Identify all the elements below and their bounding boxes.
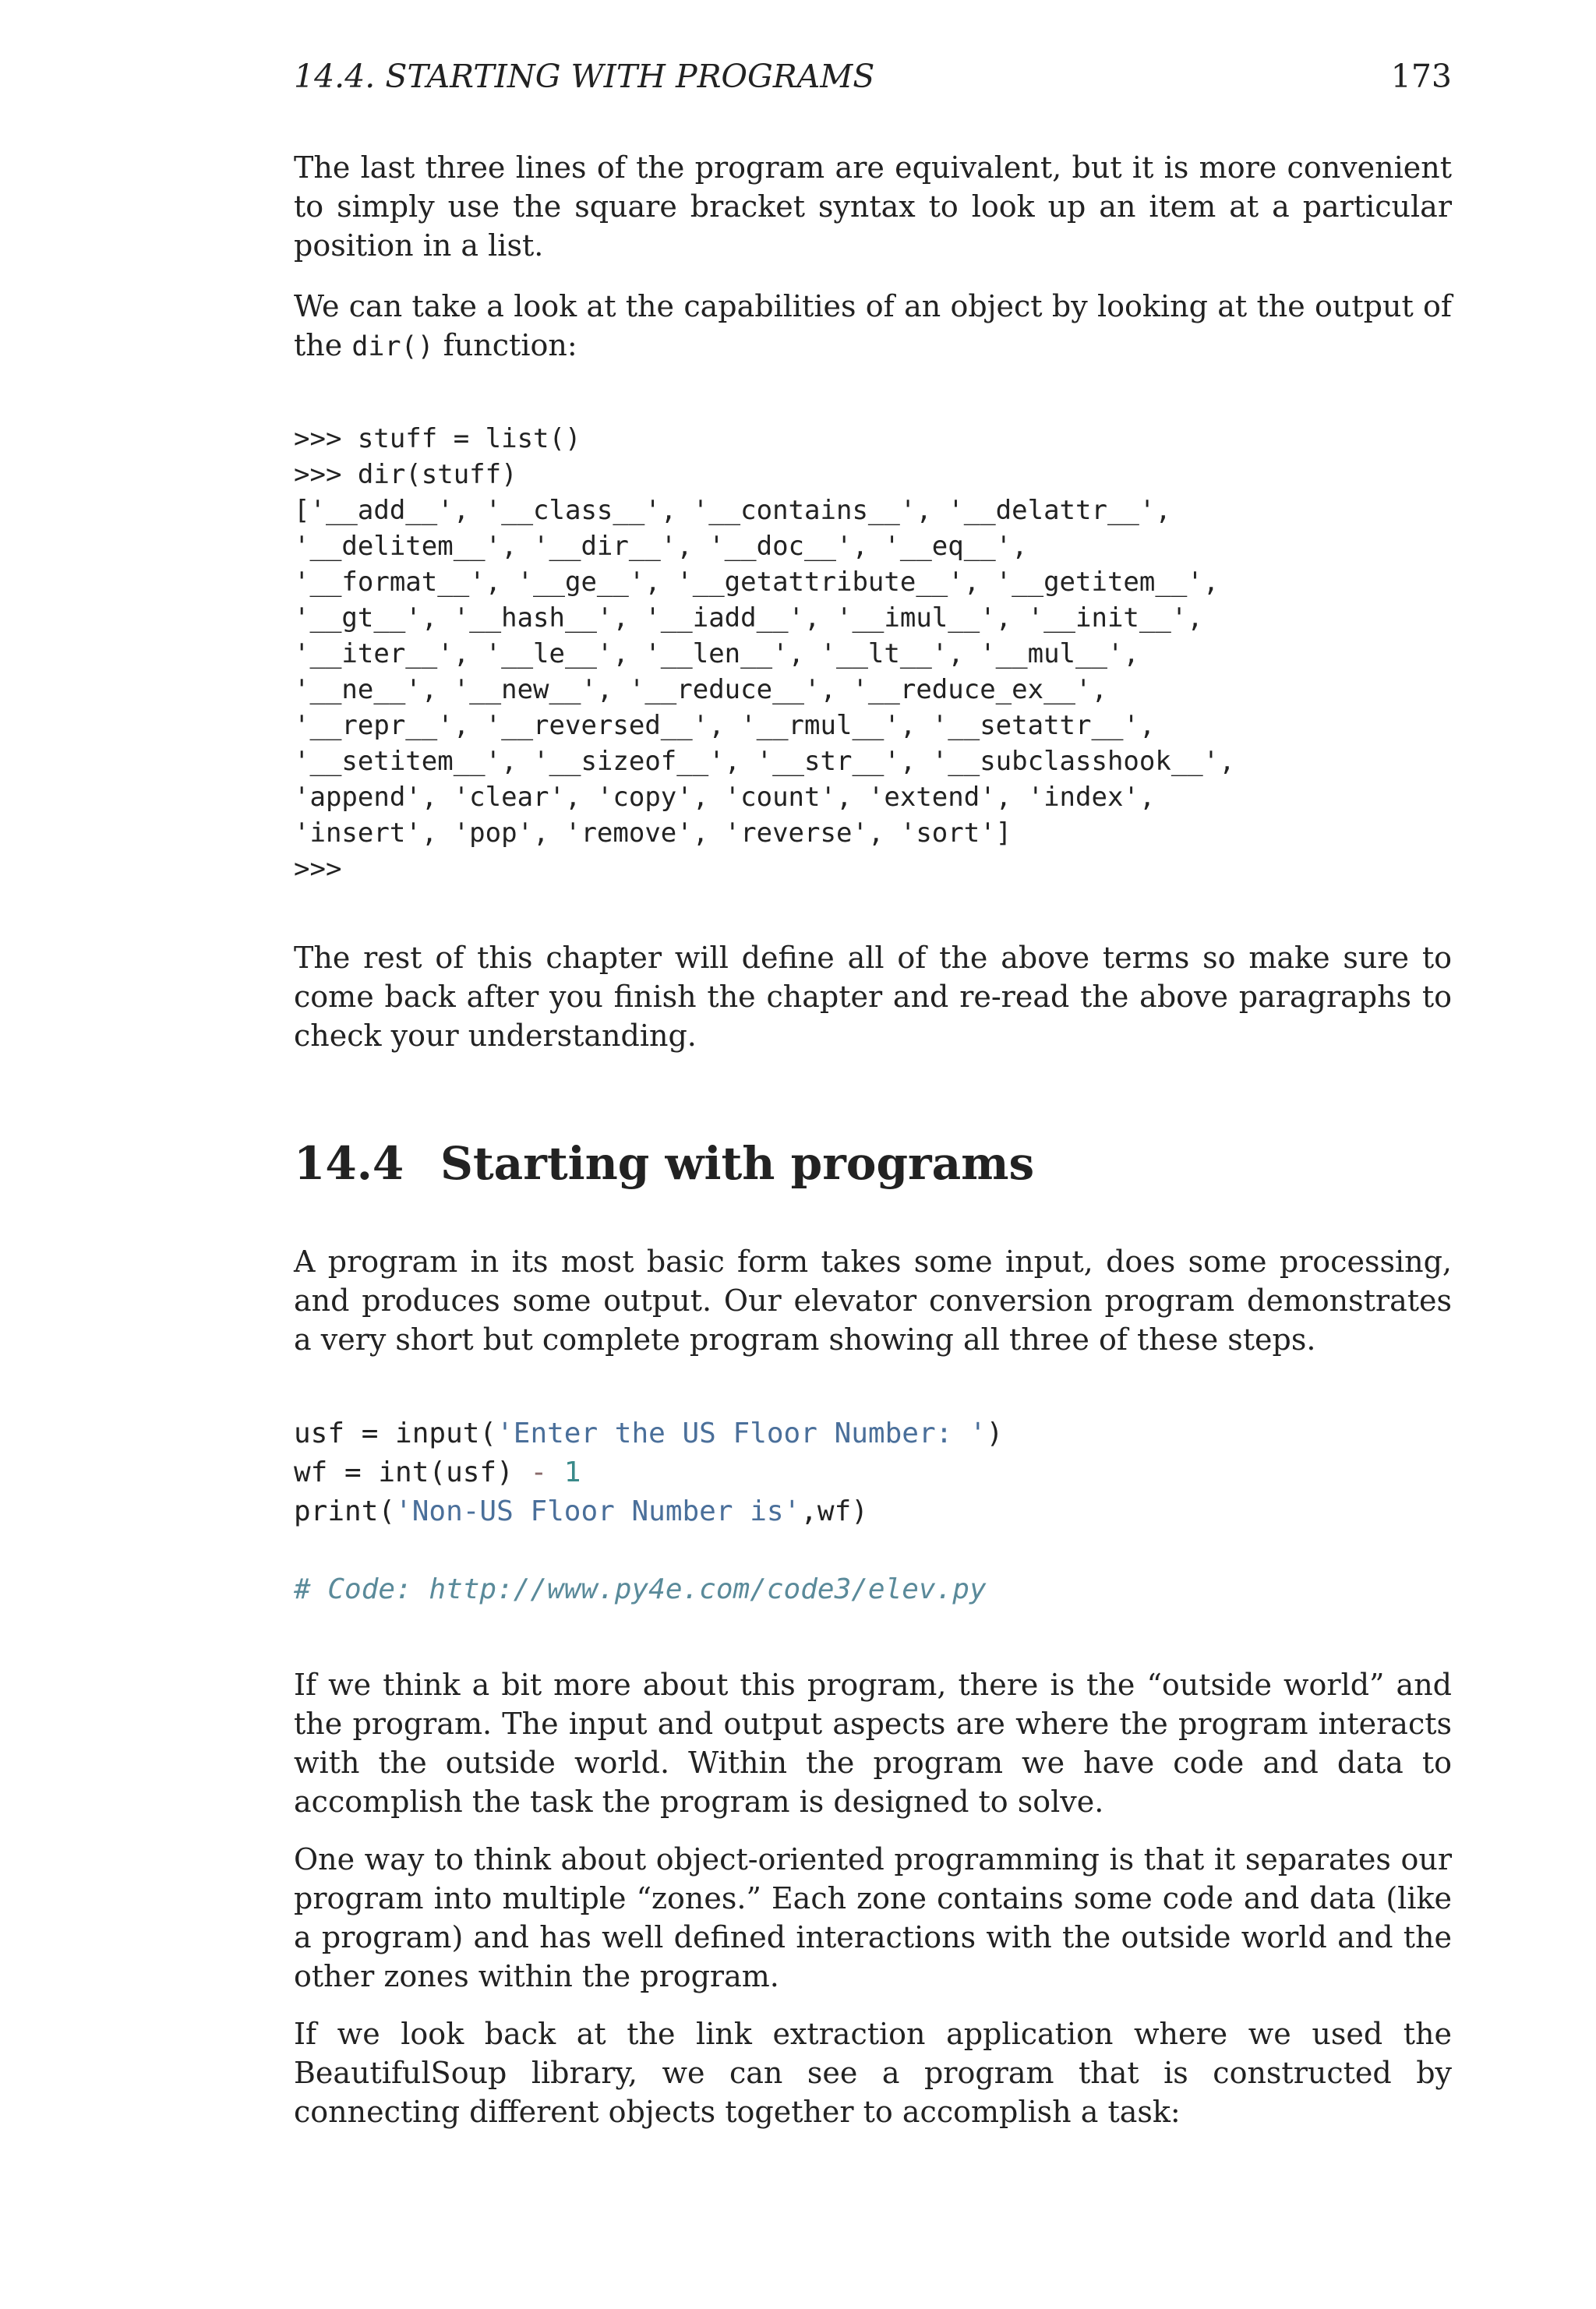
section-number: 14.4 [294, 1137, 404, 1190]
code-line: >>> stuff = list() [294, 423, 581, 454]
inline-code: dir() [351, 331, 434, 362]
code-token: print( [294, 1495, 396, 1527]
code-comment: # Code: http://www.py4e.com/code3/elev.py [294, 1573, 987, 1605]
code-line: '__ne__', '__new__', '__reduce__', '__reduce_ex__', [294, 674, 1107, 705]
code-token: usf = input( [294, 1418, 497, 1449]
paragraph-text: One way to think about object-oriented programming is that it separates our program into multiple “zones.” Each zone contains some code and data (like a program) and has well defined interactions with the outside world and the other zones within the program. [294, 1842, 1452, 1993]
paragraph-list-indexing [294, 148, 1452, 265]
paragraph-dir-intro [294, 287, 1452, 366]
paragraph-chapter-note [294, 938, 1452, 1055]
paragraph-text: If we look back at the link extraction application where we used the BeautifulSoup library, we can see a program that is constructed by connecting different objects together to accomplish a task: [294, 2017, 1452, 2129]
code-line: '__format__', '__ge__', '__getattribute__', '__getitem__', [294, 567, 1220, 598]
section-heading [294, 1136, 1452, 1191]
repl-code-block [294, 421, 1452, 887]
paragraph-program-basics [294, 1242, 1452, 1359]
running-title: 14.4. STARTING WITH PROGRAMS [294, 58, 875, 95]
text-run: We can take a look at the capabilities of an object by looking at the output of the [294, 289, 1452, 362]
page-number: 173 [1390, 58, 1452, 95]
paragraph-text: A program in its most basic form takes some input, does some processing, and produces some output. Our elevator conversion program demonstrates a very short but complete program showing all three of these steps. [294, 1245, 1452, 1357]
blank-line [294, 1531, 1452, 1570]
code-line: 'insert', 'pop', 'remove', 'reverse', 'sort'] [294, 817, 1012, 849]
code-line: '__setitem__', '__sizeof__', '__str__', '__subclasshook__', [294, 746, 1235, 777]
code-line: '__repr__', '__reversed__', '__rmul__', '__setattr__', [294, 710, 1156, 741]
code-line [294, 1453, 1452, 1492]
paragraph-text: The last three lines of the program are equivalent, but it is more convenient to simply use the square bracket syntax to look up an item at a particular position in a list. [294, 150, 1452, 263]
code-token: ,wf) [800, 1495, 868, 1527]
paragraph-text [294, 287, 1452, 366]
code-line: >>> [294, 853, 342, 884]
paragraph-text: The rest of this chapter will define all of the above terms so make sure to come back after you finish the chapter and re-read the above paragraphs to check your understanding. [294, 941, 1452, 1053]
text-run: function: [433, 328, 577, 362]
paragraph-beautifulsoup [294, 2014, 1452, 2131]
code-line: '__delitem__', '__dir__', '__doc__', '__eq__', [294, 531, 1028, 562]
section-title [294, 1136, 1452, 1191]
code-token: wf = int(usf) [294, 1456, 531, 1488]
code-listing [294, 421, 1452, 887]
code-line: >>> dir(stuff) [294, 459, 517, 490]
paragraph-outside-world [294, 1665, 1452, 1821]
running-header [294, 56, 1452, 97]
code-line: 'append', 'clear', 'copy', 'count', 'extend', 'index', [294, 782, 1156, 813]
string-token: 'Non-US Floor Number is' [395, 1495, 801, 1527]
program-code-block [294, 1414, 1452, 1609]
number-token: 1 [547, 1456, 581, 1488]
code-line [294, 1414, 1452, 1453]
code-listing [294, 1414, 1452, 1609]
code-line: ['__add__', '__class__', '__contains__', '__delattr__', [294, 495, 1171, 526]
paragraph-text: If we think a bit more about this program, there is the “outside world” and the program. The input and output aspects are where the program interacts with the outside world. Within the program we have code and data to accomplish the task the program is designed to solve. [294, 1668, 1452, 1819]
code-line: '__iter__', '__le__', '__len__', '__lt__', '__mul__', [294, 638, 1139, 669]
operator-token: - [530, 1456, 548, 1488]
code-line [294, 1492, 1452, 1531]
string-token: 'Enter the US Floor Number: ' [496, 1418, 987, 1449]
code-token: ) [986, 1418, 1004, 1449]
paragraph-zones [294, 1840, 1452, 1996]
section-title-text: Starting with programs [440, 1137, 1035, 1190]
code-line: '__gt__', '__hash__', '__iadd__', '__imul__', '__init__', [294, 602, 1203, 634]
